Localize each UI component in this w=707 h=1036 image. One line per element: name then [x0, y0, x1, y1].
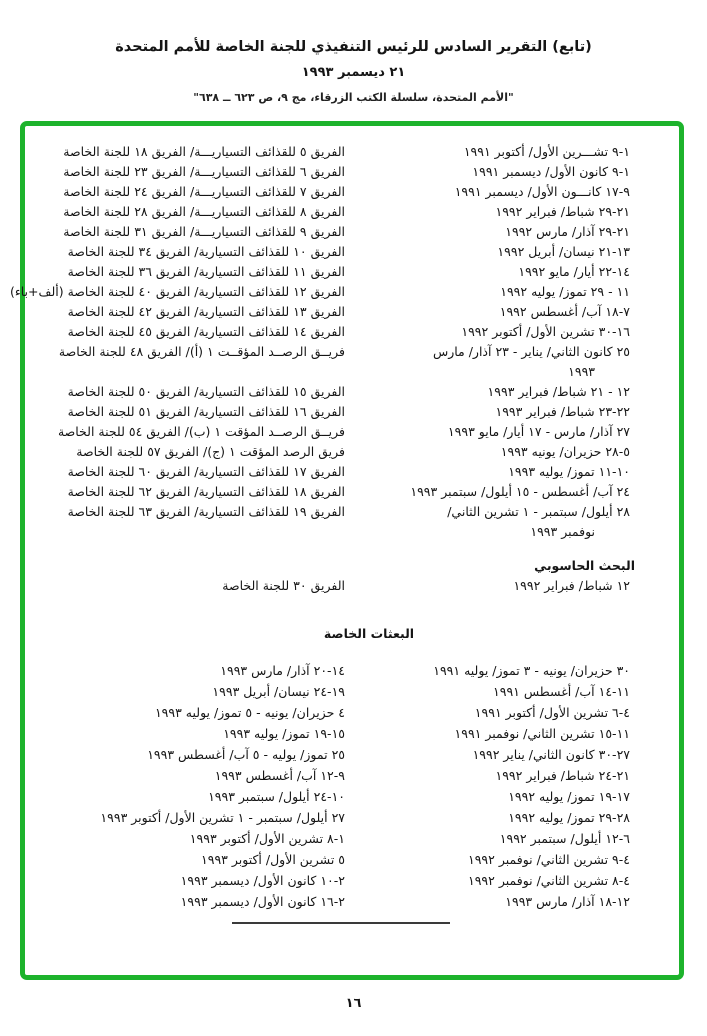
- table-row: [25, 482, 679, 502]
- table-row: [25, 576, 679, 596]
- table-row: [25, 681, 679, 702]
- table-row: [25, 162, 679, 182]
- team-cell: الفريق ١٤ للقذائف التسيارية/ الفريق ٤٥ للجنة الخاصة: [67, 324, 345, 339]
- table-row: [25, 807, 679, 828]
- table-row: [25, 342, 679, 382]
- team-cell: الفريق ٩ للقذائف التسياريـــة/ الفريق ٣١ للجنة الخاصة: [63, 224, 345, 239]
- date-cell: ١٠-١١ تموز/ يوليه ١٩٩٣: [508, 464, 630, 479]
- date-cell: ١١ - ٢٩ تموز/ يوليه ١٩٩٢: [500, 284, 630, 299]
- source-line: "الأمم المتحدة، سلسلة الكتب الزرقاء، مج ٩، ص ٦٢٣ ــ ٦٣٨": [193, 91, 514, 104]
- team-cell: الفريق ٦ للقذائف التسياريـــة/ الفريق ٢٣ للجنة الخاصة: [63, 164, 345, 179]
- table-row: [25, 222, 679, 242]
- table-row: [9, 282, 679, 302]
- section-heading-computer-search: البحث الحاسوبي: [534, 558, 635, 573]
- mission-date-left: ١٠-٢٤ أيلول/ سبتمبر ١٩٩٣: [208, 789, 345, 804]
- team-cell: فريق الرصد المؤقت ١ (ج)/ الفريق ٥٧ للجنة الخاصة: [76, 444, 345, 459]
- inspection-table: [9, 142, 679, 542]
- table-row: [25, 702, 679, 723]
- mission-date-right: ٤-٨ تشرين الثاني/ نوفمبر ١٩٩٢: [467, 873, 630, 888]
- date-cell: ٢١-٢٩ شباط/ فبراير ١٩٩٢: [495, 204, 630, 219]
- mission-date-right: ١٧-١٩ تموز/ يوليه ١٩٩٢: [508, 789, 630, 804]
- mission-date-right: ٣٠ حزيران/ يونيه - ٣ تموز/ يوليه ١٩٩١: [433, 663, 630, 678]
- table-row: [25, 402, 679, 422]
- mission-date-left: ٩-١٢ آب/ أغسطس ١٩٩٣: [214, 768, 345, 783]
- mission-date-right: ٤-٩ تشرين الثاني/ نوفمبر ١٩٩٢: [467, 852, 630, 867]
- date-cell: ١٦-٣٠ تشرين الأول/ أكتوبر ١٩٩٢: [461, 324, 630, 339]
- mission-date-right: ١٢-١٨ آذار/ مارس ١٩٩٣: [505, 894, 630, 909]
- table-row: [25, 322, 679, 342]
- table-row: [25, 723, 679, 744]
- team-cell: الفريق ١٨ للقذائف التسيارية/ الفريق ٦٢ للجنة الخاصة: [67, 484, 345, 499]
- date-cell: ٢٧ آذار/ مارس - ١٧ أيار/ مايو ١٩٩٣: [447, 424, 630, 439]
- team-cell: الفريق ١٦ للقذائف التسيارية/ الفريق ٥١ للجنة الخاصة: [67, 404, 345, 419]
- mission-date-left: ١٤-٢٠ آذار/ مارس ١٩٩٣: [220, 663, 345, 678]
- table-row: [25, 242, 679, 262]
- team-cell: الفريق ١١ للقذائف التسيارية/ الفريق ٣٦ للجنة الخاصة: [67, 264, 345, 279]
- team-cell: الفريق ١٠ للقذائف التسيارية/ الفريق ٣٤ للجنة الخاصة: [67, 244, 345, 259]
- date-cell: ١٤-٢٢ أيار/ مايو ١٩٩٢: [518, 264, 630, 279]
- table-row: [25, 142, 679, 162]
- mission-date-right: ٦-١٢ أيلول/ سبتمبر ١٩٩٢: [499, 831, 630, 846]
- mission-date-left: ١-٨ تشرين الأول/ أكتوبر ١٩٩٣: [189, 831, 345, 846]
- table-row: [25, 786, 679, 807]
- date-cell: ٢١-٢٩ آذار/ مارس ١٩٩٢: [505, 224, 630, 239]
- document-header: [0, 36, 707, 106]
- table-row: [25, 302, 679, 322]
- table-row: [25, 262, 679, 282]
- page-number: ١٦: [345, 996, 362, 1011]
- table-row: [25, 660, 679, 681]
- date-cell: ٧-١٨ آب/ أغسطس ١٩٩٢: [499, 304, 630, 319]
- team-cell: الفريق ١٧ للقذائف التسيارية/ الفريق ٦٠ للجنة الخاصة: [67, 464, 345, 479]
- mission-date-right: ٢٨-٢٩ تموز/ يوليه ١٩٩٢: [508, 810, 630, 825]
- team-cell: الفريق ٥ للقذائف التسياريـــة/ الفريق ١٨ للجنة الخاصة: [63, 144, 345, 159]
- content-area: [9, 126, 679, 912]
- table-row: [25, 382, 679, 402]
- mission-date-left: ٢٧ أيلول/ سبتمبر - ١ تشرين الأول/ أكتوبر ١٩٩٣: [100, 810, 345, 825]
- mission-date-left: ١٥-١٩ تموز/ يوليه ١٩٩٣: [223, 726, 345, 741]
- table-row: [25, 891, 679, 912]
- mission-date-right: ١١-١٤ آب/ أغسطس ١٩٩١: [493, 684, 630, 699]
- mission-date-left: ٤ حزيران/ يونيه - ٥ تموز/ يوليه ١٩٩٣: [154, 705, 345, 720]
- table-row: [25, 765, 679, 786]
- date-cell: ١٢ شباط/ فبراير ١٩٩٢: [513, 578, 630, 593]
- special-missions-table: [25, 660, 679, 912]
- content-border: [9, 121, 684, 980]
- date-cell-line2: نوفمبر ١٩٩٣: [530, 524, 595, 539]
- mission-date-right: ٢٧-٣٠ كانون الثاني/ يناير ١٩٩٢: [472, 747, 630, 762]
- date-cell: ٥-٢٨ حزيران/ يونيه ١٩٩٣: [500, 444, 630, 459]
- page-title: (تابع) التقرير السادس للرئيس التنفيذي للجنة الخاصة للأمم المتحدة: [115, 39, 592, 55]
- date-cell: ٢٢-٢٣ شباط/ فبراير ١٩٩٣: [495, 404, 630, 419]
- date-cell: ١-٩ تشـــرين الأول/ أكتوبر ١٩٩١: [463, 144, 630, 159]
- team-cell: الفريق ١٣ للقذائف التسيارية/ الفريق ٤٢ للجنة الخاصة: [67, 304, 345, 319]
- table-row: [25, 182, 679, 202]
- date-cell: ١-٩ كانون الأول/ ديسمبر ١٩٩١: [472, 164, 630, 179]
- date-cell: ٩-١٧ كانـــون الأول/ ديسمبر ١٩٩١: [454, 184, 630, 199]
- table-row: [25, 870, 679, 891]
- team-cell: فريــق الرصــد المؤقــت ١ (أ)/ الفريق ٤٨ للجنة الخاصة: [58, 344, 345, 359]
- date-cell: ٢٥ كانون الثاني/ يناير - ٢٣ آذار/ مارس: [432, 344, 630, 359]
- mission-date-left: ١٩-٢٤ نيسان/ أبريل ١٩٩٣: [212, 684, 345, 699]
- date-cell-line2: ١٩٩٣: [568, 364, 595, 379]
- table-row: [25, 502, 679, 542]
- table-row: [25, 442, 679, 462]
- team-cell: الفريق ٣٠ للجنة الخاصة: [222, 578, 345, 593]
- mission-date-right: ٤-٦ تشرين الأول/ أكتوبر ١٩٩١: [474, 705, 630, 720]
- computer-search-table: [25, 576, 679, 596]
- mission-date-left: ٢٥ تموز/ يوليه - ٥ آب/ أغسطس ١٩٩٣: [147, 747, 345, 762]
- team-cell: الفريق ١٩ للقذائف التسيارية/ الفريق ٦٣ للجنة الخاصة: [67, 504, 345, 519]
- mission-date-left: ٢-١٠ كانون الأول/ ديسمبر ١٩٩٣: [180, 873, 345, 888]
- mission-date-left: ٢-١٦ كانون الأول/ ديسمبر ١٩٩٣: [180, 894, 345, 909]
- section-heading-special-missions: البعثات الخاصة: [323, 626, 415, 641]
- date-cell: ٢٤ آب/ أغسطس - ١٥ أيلول/ سبتمبر ١٩٩٣: [410, 484, 630, 499]
- date-cell: ١٢ - ٢١ شباط/ فبراير ١٩٩٣: [487, 384, 630, 399]
- table-row: [25, 828, 679, 849]
- table-row: [25, 849, 679, 870]
- table-row: [25, 744, 679, 765]
- table-row: [25, 462, 679, 482]
- team-cell: فريــق الرصــد المؤقت ١ (ب)/ الفريق ٥٤ للجنة الخاصة: [57, 424, 345, 439]
- table-row: [25, 202, 679, 222]
- date-cell: ٢٨ أيلول/ سبتمبر - ١ تشرين الثاني/: [447, 504, 630, 519]
- table-row: [25, 422, 679, 442]
- divider-rule: [232, 922, 450, 924]
- team-cell: الفريق ٧ للقذائف التسياريـــة/ الفريق ٢٤ للجنة الخاصة: [63, 184, 345, 199]
- team-cell: الفريق ١٥ للقذائف التسيارية/ الفريق ٥٠ للجنة الخاصة: [67, 384, 345, 399]
- mission-date-right: ١١-١٥ تشرين الثاني/ نوفمبر ١٩٩١: [454, 726, 630, 741]
- report-date: ٢١ ديسمبر ١٩٩٣: [301, 65, 406, 80]
- team-cell: الفريق ١٢ للقذائف التسيارية/ الفريق ٤٠ للجنة الخاصة (ألف+باء): [9, 284, 345, 299]
- date-cell: ١٣-٢١ نيسان/ أبريل ١٩٩٢: [497, 244, 630, 259]
- mission-date-right: ٢١-٢٤ شباط/ فبراير ١٩٩٢: [495, 768, 630, 783]
- mission-date-left: ٥ تشرين الأول/ أكتوبر ١٩٩٣: [201, 852, 345, 867]
- team-cell: الفريق ٨ للقذائف التسياريـــة/ الفريق ٢٨ للجنة الخاصة: [63, 204, 345, 219]
